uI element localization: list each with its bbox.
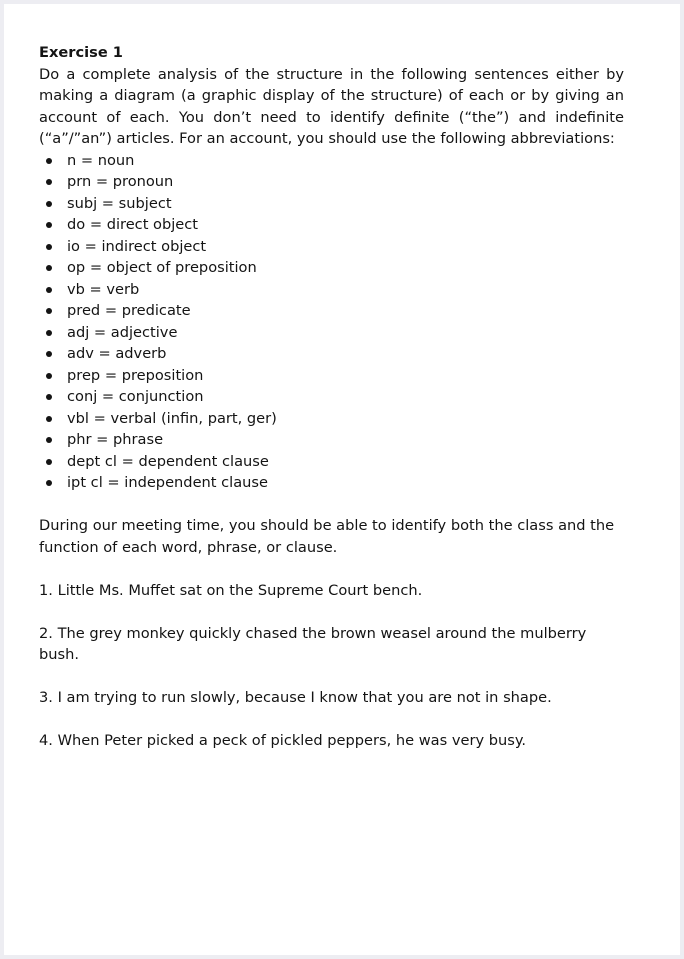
bullet-icon xyxy=(46,351,52,357)
sentence-3: 3. I am trying to run slowly, because I know that you are not in shape. xyxy=(39,689,552,706)
bullet-icon xyxy=(46,158,52,164)
exercise-title: Exercise 1 xyxy=(39,44,123,61)
bullet-icon xyxy=(46,459,52,465)
bullet-icon xyxy=(46,308,52,314)
list-item: prep = preposition xyxy=(39,365,624,387)
list-item: ipt cl = independent clause xyxy=(39,472,624,494)
list-item: vbl = verbal (infin, part, ger) xyxy=(39,408,624,430)
list-item: vb = verb xyxy=(39,279,624,301)
bullet-icon xyxy=(46,265,52,271)
bullet-icon xyxy=(46,394,52,400)
list-item: conj = conjunction xyxy=(39,386,624,408)
abbreviation-list xyxy=(39,150,624,494)
list-item: phr = phrase xyxy=(39,429,624,451)
list-item: do = direct object xyxy=(39,214,624,236)
list-item: n = noun xyxy=(39,150,624,172)
list-item: pred = predicate xyxy=(39,300,624,322)
bullet-icon xyxy=(46,244,52,250)
list-item: adv = adverb xyxy=(39,343,624,365)
document-content xyxy=(39,42,624,752)
bullet-icon xyxy=(46,373,52,379)
bullet-icon xyxy=(46,416,52,422)
list-item: adj = adjective xyxy=(39,322,624,344)
exercise-instructions: Do a complete analysis of the structure in the following sentences either by making a diagram (a graphic display of the structure) of each or by giving an account of each. You don’t need to identify definite (“the”) and indefinite (“a”/”an”) articles. For an account, you should use the following abbreviations: xyxy=(39,65,624,147)
list-item: op = object of preposition xyxy=(39,257,624,279)
sentence-1: 1. Little Ms. Muffet sat on the Supreme Court bench. xyxy=(39,581,423,599)
sentence-4: 4. When Peter picked a peck of pickled peppers, he was very busy. xyxy=(39,732,527,749)
bullet-icon xyxy=(46,330,52,336)
bullet-icon xyxy=(46,480,52,486)
bullet-icon xyxy=(46,179,52,185)
meeting-note: During our meeting time, you should be able to identify both the class and the function of each word, phrase, or clause. xyxy=(39,517,615,556)
sentence-2: 2. The grey monkey quickly chased the brown weasel around the mulberry bush. xyxy=(39,624,587,663)
list-item: io = indirect object xyxy=(39,236,624,258)
list-item: dept cl = dependent clause xyxy=(39,451,624,473)
bullet-icon xyxy=(46,222,52,228)
document-page xyxy=(4,4,680,955)
bullet-icon xyxy=(46,287,52,293)
bullet-icon xyxy=(46,437,52,443)
list-item: prn = pronoun xyxy=(39,171,624,193)
bullet-icon xyxy=(46,201,52,207)
list-item: subj = subject xyxy=(39,193,624,215)
